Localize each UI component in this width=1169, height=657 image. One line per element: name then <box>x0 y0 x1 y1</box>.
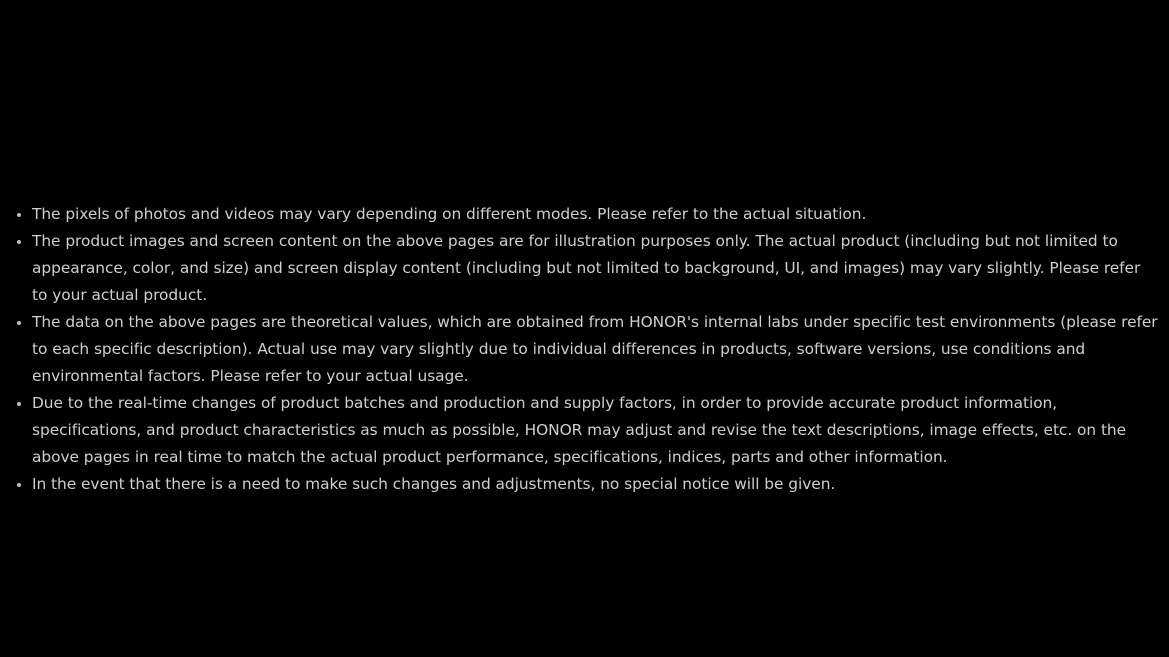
disclaimer-text: In the event that there is a need to make such changes and adjustments, no special notice will be given. <box>32 475 836 493</box>
disclaimer-item <box>0 309 1160 390</box>
disclaimer-text: Due to the real-time changes of product batches and production and supply factors, in order to provide accurate product information, specifications, and product characteristics as much as possible, HONOR may adjust and revise the text descriptions, image effects, etc. on the above pages in real time to match the actual product performance, specifications, indices, parts and other information. <box>32 394 1127 466</box>
bullet-dot-icon <box>17 240 21 244</box>
disclaimer-section <box>0 201 1160 498</box>
disclaimer-text: The data on the above pages are theoretical values, which are obtained from HONOR's internal labs under specific test environments (please refer to each specific description). Actual use may vary slightly due to individual differences in products, software versions, use conditions and environmental factors. Please refer to your actual usage. <box>32 313 1158 385</box>
disclaimer-item <box>0 390 1160 471</box>
disclaimer-item <box>0 201 1160 228</box>
disclaimer-text: The pixels of photos and videos may vary depending on different modes. Please refer to the actual situation. <box>32 205 867 223</box>
disclaimer-item <box>0 228 1160 309</box>
bullet-dot-icon <box>17 402 21 406</box>
bullet-dot-icon <box>17 213 21 217</box>
disclaimer-item <box>0 471 1160 498</box>
bullet-dot-icon <box>17 483 21 487</box>
disclaimer-list <box>0 201 1160 498</box>
bullet-dot-icon <box>17 321 21 325</box>
disclaimer-text: The product images and screen content on the above pages are for illustration purposes only. The actual product (including but not limited to appearance, color, and size) and screen display content (including but not limited to background, UI, and images) may vary slightly. Please refer to your actual product. <box>32 232 1141 304</box>
